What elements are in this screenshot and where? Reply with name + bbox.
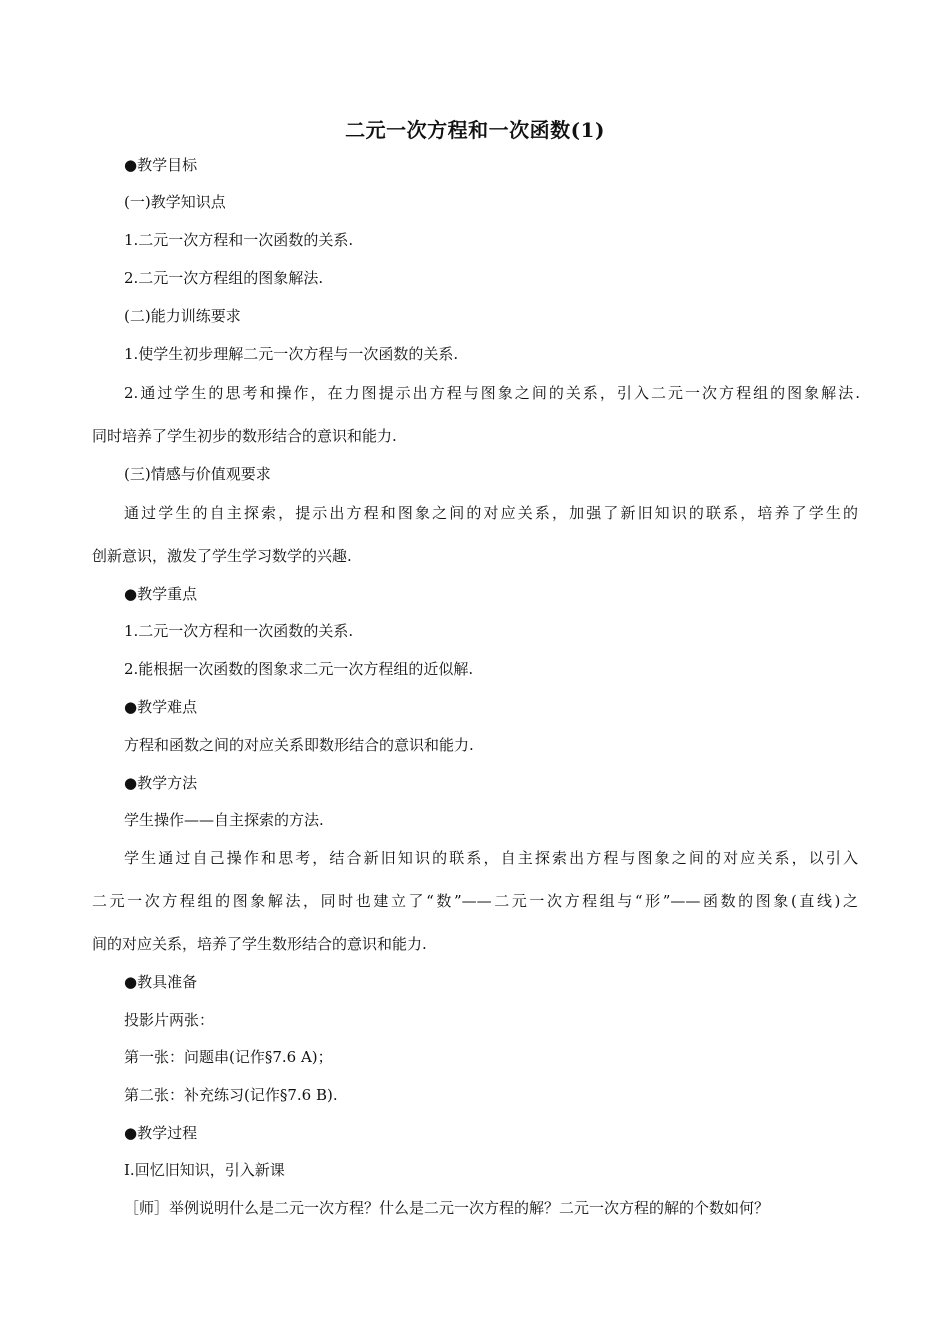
paragraph-line: 1.二元一次方程和一次函数的关系. <box>124 622 354 640</box>
paragraph-line: 二元一次方程组的图象解法，同时也建立了“数”——二元一次方程组与“形”——函数的图象(直线)之 <box>92 892 858 910</box>
section-heading-methods: ●教学方法 <box>124 774 198 792</box>
subheading-ability: (二)能力训练要求 <box>124 307 241 325</box>
paragraph-line: 通过学生的自主探索，提示出方程和图象之间的对应关系，加强了新旧知识的联系，培养了学生的 <box>124 504 858 522</box>
section-heading-materials: ●教具准备 <box>124 973 198 991</box>
paragraph-line: 间的对应关系，培养了学生数形结合的意识和能力. <box>92 935 427 953</box>
section-heading-process: ●教学过程 <box>124 1124 198 1142</box>
paragraph-line: 1.二元一次方程和一次函数的关系. <box>124 231 354 249</box>
section-heading-key-points: ●教学重点 <box>124 585 198 603</box>
paragraph-line: 2.能根据一次函数的图象求二元一次方程组的近似解. <box>124 660 474 678</box>
section-heading-objectives: ●教学目标 <box>124 156 198 174</box>
paragraph-line: 第一张：问题串(记作§7.6 A)； <box>124 1048 333 1066</box>
section-heading-difficulties: ●教学难点 <box>124 698 198 716</box>
paragraph-line: 投影片两张： <box>124 1011 215 1029</box>
paragraph-line: 方程和函数之间的对应关系即数形结合的意识和能力. <box>124 736 474 754</box>
paragraph-line: 2.二元一次方程组的图象解法. <box>124 269 324 287</box>
paragraph-line: 第二张：补充练习(记作§7.6 B). <box>124 1086 338 1104</box>
paragraph-line: ［师］举例说明什么是二元一次方程？什么是二元一次方程的解？二元一次方程的解的个数如何？ <box>124 1199 770 1217</box>
subheading-knowledge: (一)教学知识点 <box>124 193 226 211</box>
paragraph-line: 同时培养了学生初步的数形结合的意识和能力. <box>92 427 397 445</box>
paragraph-line: Ⅰ.回忆旧知识，引入新课 <box>124 1161 285 1179</box>
paragraph-line: 1.使学生初步理解二元一次方程与一次函数的关系. <box>124 345 459 363</box>
paragraph-line: 学生通过自己操作和思考，结合新旧知识的联系，自主探索出方程与图象之间的对应关系，以引入 <box>124 849 858 867</box>
paragraph-line: 创新意识，激发了学生学习数学的兴趣. <box>92 547 352 565</box>
paragraph-line: 2.通过学生的思考和操作，在力图提示出方程与图象之间的关系，引入二元一次方程组的图象解法. <box>124 384 860 402</box>
paragraph-line: 学生操作——自主探索的方法. <box>124 811 324 829</box>
document-title: 二元一次方程和一次函数(1) <box>345 118 605 142</box>
subheading-emotion: (三)情感与价值观要求 <box>124 465 271 483</box>
